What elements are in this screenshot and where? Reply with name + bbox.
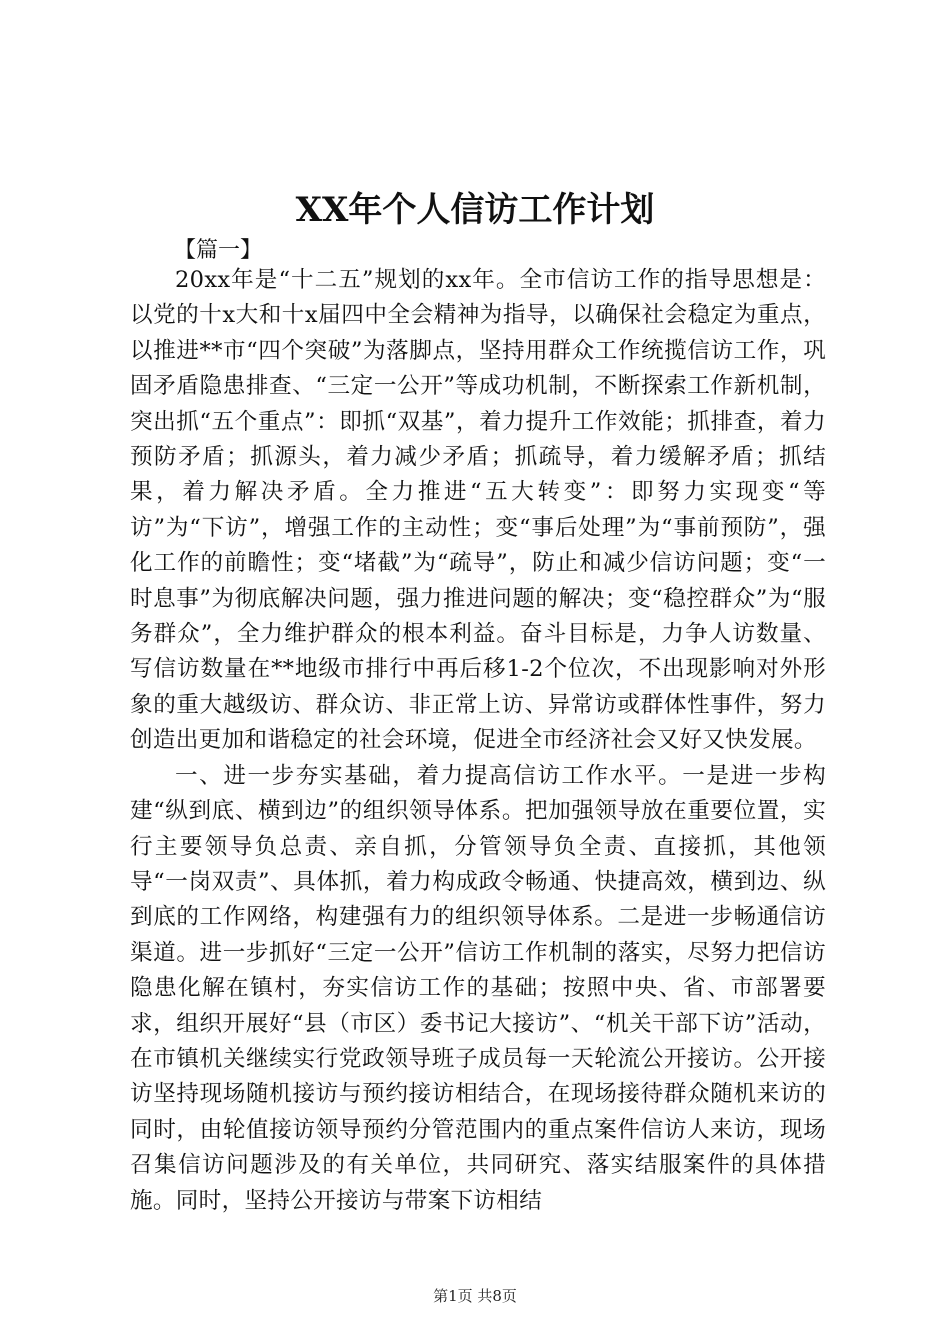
paragraph-intro: 20xx年是“十二五”规划的xx年。全市信访工作的指导思想是：以党的十x大和十x届四中全会精神为指导，以确保社会稳定为重点，以推进**市“四个突破”为落脚点，坚持用群众工作统揽信访工作，巩固矛盾隐患排查、“三定一公开”等成功机制，不断探索工作新机制，突出抓“五个重点”：即抓“双基”，着力提升工作效能；抓排查，着力预防矛盾；抓源头，着力减少矛盾；抓疏导，着力缓解矛盾；抓结果，着力解决矛盾。全力推进“五大转变”：即努力实现变“等访”为“下访”，增强工作的主动性；变“事后处理”为“事前预防”，强化工作的前瞻性；变“堵截”为“疏导”，防止和减少信访问题；变“一时息事”为彻底解决问题，强力推进问题的解决；变“稳控群众”为“服务群众”，全力维护群众的根本利益。奋斗目标是，力争人访数量、写信访数量在**地级市排行中再后移1-2个位次，不出现影响对外形象的重大越级访、群众访、非正常上访、异常访或群体性事件，努力创造出更加和谐稳定的社会环境，促进全市经济社会又好又快发展。 <box>130 267 826 754</box>
page-footer: 第1页 共8页 <box>433 1287 517 1305</box>
document-title: XX年个人信访工作计划 <box>295 190 655 230</box>
section-label: 【篇一】 <box>174 238 263 263</box>
document-body <box>130 263 826 1219</box>
paragraph-section-one: 一、进一步夯实基础，着力提高信访工作水平。一是进一步构建“纵到底、横到边”的组织领导体系。把加强领导放在重要位置，实行主要领导负总责、亲自抓，分管领导负全责、直接抓，其他领导“一岗双责”、具体抓，着力构成政令畅通、快捷高效，横到边、纵到底的工作网络，构建强有力的组织领导体系。二是进一步畅通信访渠道。进一步抓好“三定一公开”信访工作机制的落实，尽努力把信访隐患化解在镇村，夯实信访工作的基础；按照中央、省、市部署要求，组织开展好“县（市区）委书记大接访”、“机关干部下访”活动，在市镇机关继续实行党政领导班子成员每一天轮流公开接访。公开接访坚持现场随机接访与预约接访相结合，在现场接待群众随机来访的同时，由轮值接访领导预约分管范围内的重点案件信访人来访，现场召集信访问题涉及的有关单位，共同研究、落实结服案件的具体措施。同时，坚持公开接访与带案下访相结 <box>130 762 826 1214</box>
